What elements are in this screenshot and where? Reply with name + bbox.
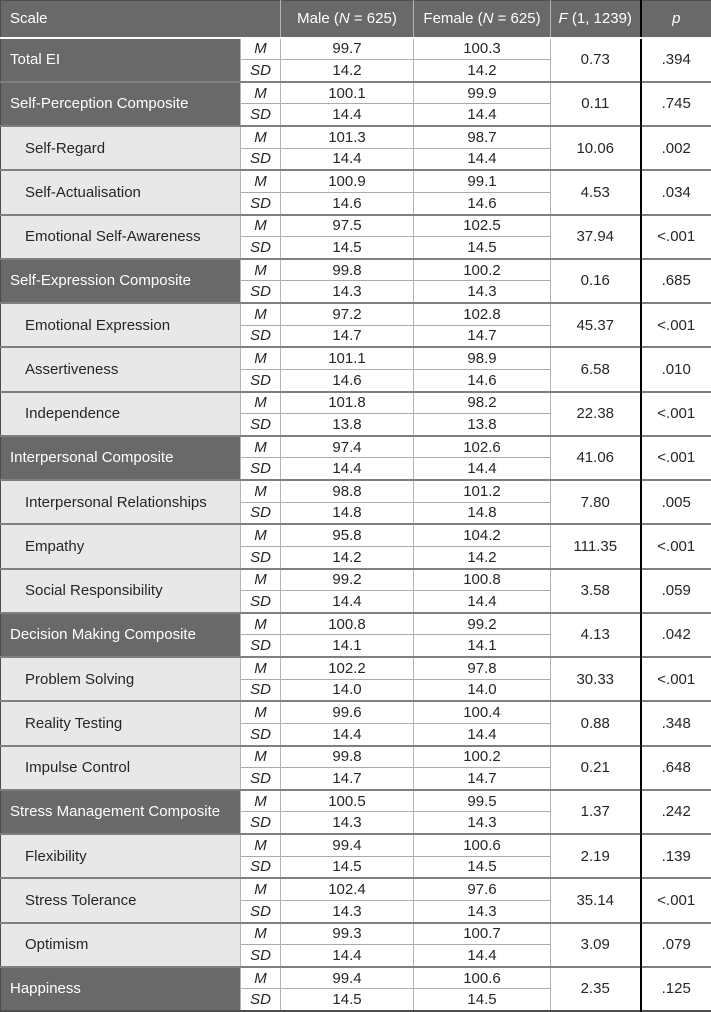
scale-name-cell: Stress Management Composite [1, 790, 241, 834]
f-value-cell: 0.73 [551, 38, 641, 82]
scale-row-mean [1, 82, 711, 104]
female-sd-cell: 14.4 [414, 104, 551, 126]
column-header-f-statistic [551, 1, 641, 38]
f-value-cell: 35.14 [551, 878, 641, 922]
female-sd-cell: 14.7 [414, 325, 551, 347]
scale-name-cell: Flexibility [1, 834, 241, 878]
scale-name-cell: Self-Expression Composite [1, 259, 241, 303]
male-mean-cell: 97.2 [281, 303, 414, 325]
scale-row-mean [1, 126, 711, 148]
p-value-cell: .394 [641, 38, 711, 82]
p-value-cell: <.001 [641, 436, 711, 480]
male-mean-cell: 99.3 [281, 923, 414, 945]
p-value-cell: .648 [641, 746, 711, 790]
male-mean-cell: 99.8 [281, 746, 414, 768]
scale-name-cell: Optimism [1, 923, 241, 967]
scale-row-mean [1, 657, 711, 679]
f-value-cell: 7.80 [551, 480, 641, 524]
female-mean-cell: 100.6 [414, 834, 551, 856]
header-label-segment: Male ( [297, 10, 339, 28]
male-sd-cell: 14.1 [281, 635, 414, 657]
stat-label-mean: M [241, 436, 281, 458]
stat-label-mean: M [241, 701, 281, 723]
female-mean-cell: 99.2 [414, 613, 551, 635]
header-label-segment: p [672, 10, 681, 28]
p-value-cell: .685 [641, 259, 711, 303]
male-mean-cell: 100.5 [281, 790, 414, 812]
male-sd-cell: 14.7 [281, 768, 414, 790]
male-sd-cell: 13.8 [281, 414, 414, 436]
female-mean-cell: 102.6 [414, 436, 551, 458]
f-value-cell: 0.21 [551, 746, 641, 790]
male-sd-cell: 14.5 [281, 237, 414, 259]
male-sd-cell: 14.5 [281, 989, 414, 1011]
p-value-cell: <.001 [641, 657, 711, 701]
female-sd-cell: 14.4 [414, 591, 551, 613]
stat-label-sd: SD [241, 148, 281, 170]
p-value-cell: <.001 [641, 215, 711, 259]
header-label-segment: Female ( [423, 10, 483, 28]
scale-row-mean [1, 524, 711, 546]
male-sd-cell: 14.4 [281, 945, 414, 967]
female-mean-cell: 99.1 [414, 170, 551, 192]
stat-label-mean: M [241, 170, 281, 192]
male-mean-cell: 99.2 [281, 569, 414, 591]
f-value-cell: 37.94 [551, 215, 641, 259]
stat-label-sd: SD [241, 679, 281, 701]
female-sd-cell: 14.6 [414, 369, 551, 391]
stat-label-sd: SD [241, 635, 281, 657]
scale-row-mean [1, 569, 711, 591]
stat-label-mean: M [241, 746, 281, 768]
female-mean-cell: 99.5 [414, 790, 551, 812]
female-mean-cell: 104.2 [414, 524, 551, 546]
female-mean-cell: 98.7 [414, 126, 551, 148]
scale-name-cell: Emotional Self-Awareness [1, 215, 241, 259]
female-sd-cell: 14.2 [414, 60, 551, 82]
stat-label-mean: M [241, 347, 281, 369]
column-header-male [281, 1, 414, 38]
female-sd-cell: 14.3 [414, 281, 551, 303]
p-value-cell: .745 [641, 82, 711, 126]
male-sd-cell: 14.4 [281, 591, 414, 613]
header-row [1, 1, 711, 38]
female-sd-cell: 14.7 [414, 768, 551, 790]
scale-name-cell: Happiness [1, 967, 241, 1011]
f-value-cell: 4.53 [551, 170, 641, 214]
stat-label-sd: SD [241, 325, 281, 347]
p-value-cell: <.001 [641, 303, 711, 347]
scale-row-mean [1, 392, 711, 414]
stat-label-mean: M [241, 303, 281, 325]
p-value-cell: <.001 [641, 878, 711, 922]
scale-row-mean [1, 259, 711, 281]
p-value-cell: .242 [641, 790, 711, 834]
male-mean-cell: 95.8 [281, 524, 414, 546]
stat-label-mean: M [241, 923, 281, 945]
male-mean-cell: 101.3 [281, 126, 414, 148]
male-mean-cell: 100.9 [281, 170, 414, 192]
female-mean-cell: 100.7 [414, 923, 551, 945]
female-mean-cell: 100.2 [414, 746, 551, 768]
stat-label-sd: SD [241, 369, 281, 391]
f-value-cell: 1.37 [551, 790, 641, 834]
stat-label-mean: M [241, 834, 281, 856]
stat-label-sd: SD [241, 989, 281, 1011]
f-value-cell: 2.19 [551, 834, 641, 878]
male-mean-cell: 99.8 [281, 259, 414, 281]
f-value-cell: 30.33 [551, 657, 641, 701]
female-mean-cell: 100.4 [414, 701, 551, 723]
female-mean-cell: 99.9 [414, 82, 551, 104]
male-sd-cell: 14.3 [281, 281, 414, 303]
male-sd-cell: 14.2 [281, 546, 414, 568]
male-mean-cell: 99.4 [281, 967, 414, 989]
f-value-cell: 2.35 [551, 967, 641, 1011]
scale-row-mean [1, 170, 711, 192]
p-value-cell: .042 [641, 613, 711, 657]
male-sd-cell: 14.5 [281, 856, 414, 878]
female-sd-cell: 13.8 [414, 414, 551, 436]
female-sd-cell: 14.6 [414, 192, 551, 214]
table-body [1, 38, 711, 1012]
male-mean-cell: 99.6 [281, 701, 414, 723]
scale-name-cell: Interpersonal Composite [1, 436, 241, 480]
f-value-cell: 0.16 [551, 259, 641, 303]
stat-label-sd: SD [241, 856, 281, 878]
scale-name-cell: Total EI [1, 38, 241, 82]
male-sd-cell: 14.8 [281, 502, 414, 524]
scale-name-cell: Interpersonal Relationships [1, 480, 241, 524]
male-sd-cell: 14.3 [281, 812, 414, 834]
header-label-segment: F [558, 10, 568, 28]
stat-label-sd: SD [241, 281, 281, 303]
header-label-segment: = 625) [493, 10, 541, 28]
male-mean-cell: 97.4 [281, 436, 414, 458]
female-sd-cell: 14.5 [414, 856, 551, 878]
p-value-cell: <.001 [641, 524, 711, 568]
female-mean-cell: 100.3 [414, 38, 551, 60]
stat-label-sd: SD [241, 237, 281, 259]
female-mean-cell: 100.6 [414, 967, 551, 989]
male-mean-cell: 100.8 [281, 613, 414, 635]
header-label-segment: (1, 1239) [567, 10, 632, 28]
stat-label-mean: M [241, 569, 281, 591]
stat-label-mean: M [241, 657, 281, 679]
stat-label-mean: M [241, 524, 281, 546]
header-label-segment: N [338, 10, 350, 28]
stat-label-mean: M [241, 215, 281, 237]
p-value-cell: .348 [641, 701, 711, 745]
table-header [1, 1, 711, 38]
scale-name-cell: Stress Tolerance [1, 878, 241, 922]
male-sd-cell: 14.7 [281, 325, 414, 347]
stat-label-sd: SD [241, 60, 281, 82]
male-mean-cell: 102.2 [281, 657, 414, 679]
stat-label-mean: M [241, 259, 281, 281]
p-value-cell: <.001 [641, 392, 711, 436]
female-mean-cell: 101.2 [414, 480, 551, 502]
female-mean-cell: 102.8 [414, 303, 551, 325]
male-mean-cell: 100.1 [281, 82, 414, 104]
f-value-cell: 45.37 [551, 303, 641, 347]
stat-label-sd: SD [241, 812, 281, 834]
female-mean-cell: 97.6 [414, 878, 551, 900]
male-sd-cell: 14.4 [281, 458, 414, 480]
scale-row-mean [1, 878, 711, 900]
female-mean-cell: 102.5 [414, 215, 551, 237]
stat-label-mean: M [241, 392, 281, 414]
f-value-cell: 0.11 [551, 82, 641, 126]
f-value-cell: 22.38 [551, 392, 641, 436]
column-header-female [414, 1, 551, 38]
male-sd-cell: 14.0 [281, 679, 414, 701]
male-mean-cell: 98.8 [281, 480, 414, 502]
scale-name-cell: Self-Actualisation [1, 170, 241, 214]
stat-label-sd: SD [241, 502, 281, 524]
scale-row-mean [1, 480, 711, 502]
female-sd-cell: 14.5 [414, 989, 551, 1011]
stat-label-sd: SD [241, 591, 281, 613]
column-header-scale: Scale [1, 1, 281, 38]
f-value-cell: 4.13 [551, 613, 641, 657]
male-sd-cell: 14.4 [281, 104, 414, 126]
stat-label-sd: SD [241, 945, 281, 967]
f-value-cell: 3.09 [551, 923, 641, 967]
male-mean-cell: 102.4 [281, 878, 414, 900]
female-mean-cell: 100.2 [414, 259, 551, 281]
stat-label-sd: SD [241, 458, 281, 480]
stat-label-mean: M [241, 790, 281, 812]
female-sd-cell: 14.4 [414, 945, 551, 967]
female-sd-cell: 14.3 [414, 900, 551, 922]
p-value-cell: .005 [641, 480, 711, 524]
female-mean-cell: 98.2 [414, 392, 551, 414]
male-mean-cell: 99.4 [281, 834, 414, 856]
female-sd-cell: 14.4 [414, 458, 551, 480]
female-sd-cell: 14.3 [414, 812, 551, 834]
female-mean-cell: 98.9 [414, 347, 551, 369]
female-sd-cell: 14.2 [414, 546, 551, 568]
scale-row-mean [1, 38, 711, 60]
scale-row-mean [1, 436, 711, 458]
scale-name-cell: Self-Regard [1, 126, 241, 170]
f-value-cell: 3.58 [551, 569, 641, 613]
female-sd-cell: 14.4 [414, 723, 551, 745]
p-value-cell: .139 [641, 834, 711, 878]
scale-row-mean [1, 303, 711, 325]
f-value-cell: 111.35 [551, 524, 641, 568]
male-mean-cell: 101.8 [281, 392, 414, 414]
male-mean-cell: 99.7 [281, 38, 414, 60]
header-label-segment: N [482, 10, 494, 28]
f-value-cell: 0.88 [551, 701, 641, 745]
stat-label-sd: SD [241, 768, 281, 790]
male-sd-cell: 14.4 [281, 723, 414, 745]
f-value-cell: 41.06 [551, 436, 641, 480]
stat-label-mean: M [241, 967, 281, 989]
p-value-cell: .079 [641, 923, 711, 967]
p-value-cell: .059 [641, 569, 711, 613]
column-header-p-value [641, 1, 711, 38]
stat-label-mean: M [241, 38, 281, 60]
scale-name-cell: Emotional Expression [1, 303, 241, 347]
scale-name-cell: Problem Solving [1, 657, 241, 701]
stat-label-sd: SD [241, 104, 281, 126]
male-sd-cell: 14.3 [281, 900, 414, 922]
stat-label-sd: SD [241, 192, 281, 214]
scale-name-cell: Impulse Control [1, 746, 241, 790]
p-value-cell: .034 [641, 170, 711, 214]
female-sd-cell: 14.0 [414, 679, 551, 701]
male-sd-cell: 14.4 [281, 148, 414, 170]
stat-label-sd: SD [241, 900, 281, 922]
scale-row-mean [1, 746, 711, 768]
scale-name-cell: Assertiveness [1, 347, 241, 391]
stat-label-mean: M [241, 878, 281, 900]
scale-row-mean [1, 347, 711, 369]
scale-row-mean [1, 790, 711, 812]
f-value-cell: 10.06 [551, 126, 641, 170]
stat-label-sd: SD [241, 546, 281, 568]
scale-name-cell: Social Responsibility [1, 569, 241, 613]
male-sd-cell: 14.2 [281, 60, 414, 82]
female-sd-cell: 14.5 [414, 237, 551, 259]
female-sd-cell: 14.4 [414, 148, 551, 170]
scale-row-mean [1, 834, 711, 856]
male-mean-cell: 101.1 [281, 347, 414, 369]
scale-name-cell: Self-Perception Composite [1, 82, 241, 126]
scale-name-cell: Decision Making Composite [1, 613, 241, 657]
scale-row-mean [1, 613, 711, 635]
scale-row-mean [1, 215, 711, 237]
male-sd-cell: 14.6 [281, 192, 414, 214]
scale-row-mean [1, 701, 711, 723]
p-value-cell: .010 [641, 347, 711, 391]
stat-label-mean: M [241, 126, 281, 148]
female-sd-cell: 14.8 [414, 502, 551, 524]
scale-name-cell: Independence [1, 392, 241, 436]
scale-row-mean [1, 967, 711, 989]
stat-label-mean: M [241, 480, 281, 502]
f-value-cell: 6.58 [551, 347, 641, 391]
header-label-segment: = 625) [349, 10, 397, 28]
female-sd-cell: 14.1 [414, 635, 551, 657]
stat-label-mean: M [241, 613, 281, 635]
p-value-cell: .125 [641, 967, 711, 1011]
female-mean-cell: 97.8 [414, 657, 551, 679]
female-mean-cell: 100.8 [414, 569, 551, 591]
scale-name-cell: Reality Testing [1, 701, 241, 745]
stat-label-mean: M [241, 82, 281, 104]
stat-label-sd: SD [241, 723, 281, 745]
male-mean-cell: 97.5 [281, 215, 414, 237]
scale-name-cell: Empathy [1, 524, 241, 568]
scale-row-mean [1, 923, 711, 945]
stat-label-sd: SD [241, 414, 281, 436]
male-sd-cell: 14.6 [281, 369, 414, 391]
p-value-cell: .002 [641, 126, 711, 170]
